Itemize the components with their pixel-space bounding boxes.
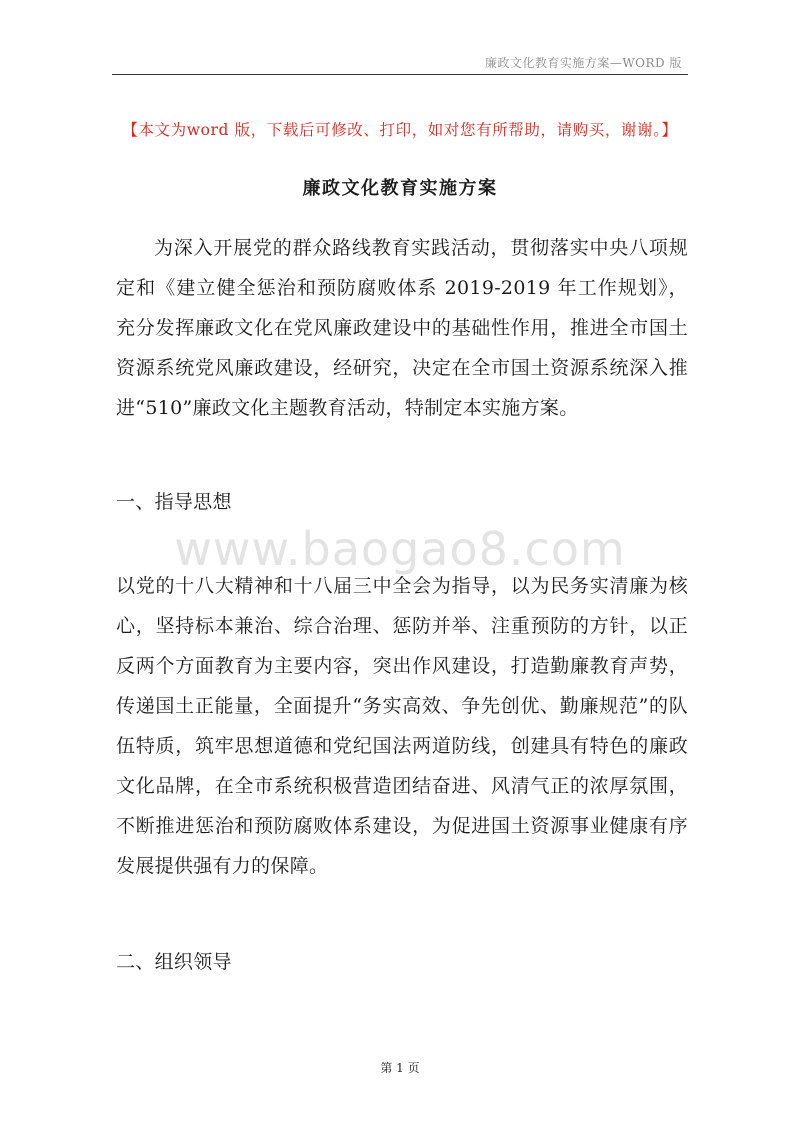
- document-title: 廉政文化教育实施方案: [302, 178, 498, 199]
- header-divider: [112, 74, 688, 75]
- page-number: 第 1 页: [380, 1061, 420, 1075]
- intro-paragraph: 为深入开展党的群众路线教育实践活动，贯彻落实中央八项规定和《建立健全惩治和预防腐败体系 2019-2019 年工作规划》，充分发挥廉政文化在党风廉政建设中的基础性作用，推进全市国土资源系统党风廉政建设，经研究，决定在全市国土资源系统深入推进“510”廉政文化主题教育活动，特制定本实施方案。: [116, 237, 688, 419]
- watermark: www.baogao8.com: [174, 522, 626, 576]
- guiding-ideology-paragraph: 以党的十八大精神和十八届三中全会为指导，以为民务实清廉为核心，坚持标本兼治、综合治理、惩防并举、注重预防的方针，以正反两个方面教育为主要内容，突出作风建设，打造勤廉教育声势，传递国土正能量，全面提升“务实高效、争先创优、勤廉规范”的队伍特质，筑牢思想道德和党纪国法两道防线，创建具有特色的廉政文化品牌，在全市系统积极营造团结奋进、风清气正的浓厚氛围，不断推进惩治和预防腐败体系建设，为促进国土资源事业健康有序发展提供强有力的保障。: [116, 575, 688, 877]
- section-heading-guiding-ideology: 一、指导思想: [116, 491, 232, 513]
- section-heading-organization: 二、组织领导: [116, 951, 232, 973]
- download-notice: 【本文为word 版，下载后可修改、打印，如对您有所帮助，请购买，谢谢。】: [122, 121, 678, 139]
- running-header: 廉政文化教育实施方案—WORD 版: [484, 56, 682, 70]
